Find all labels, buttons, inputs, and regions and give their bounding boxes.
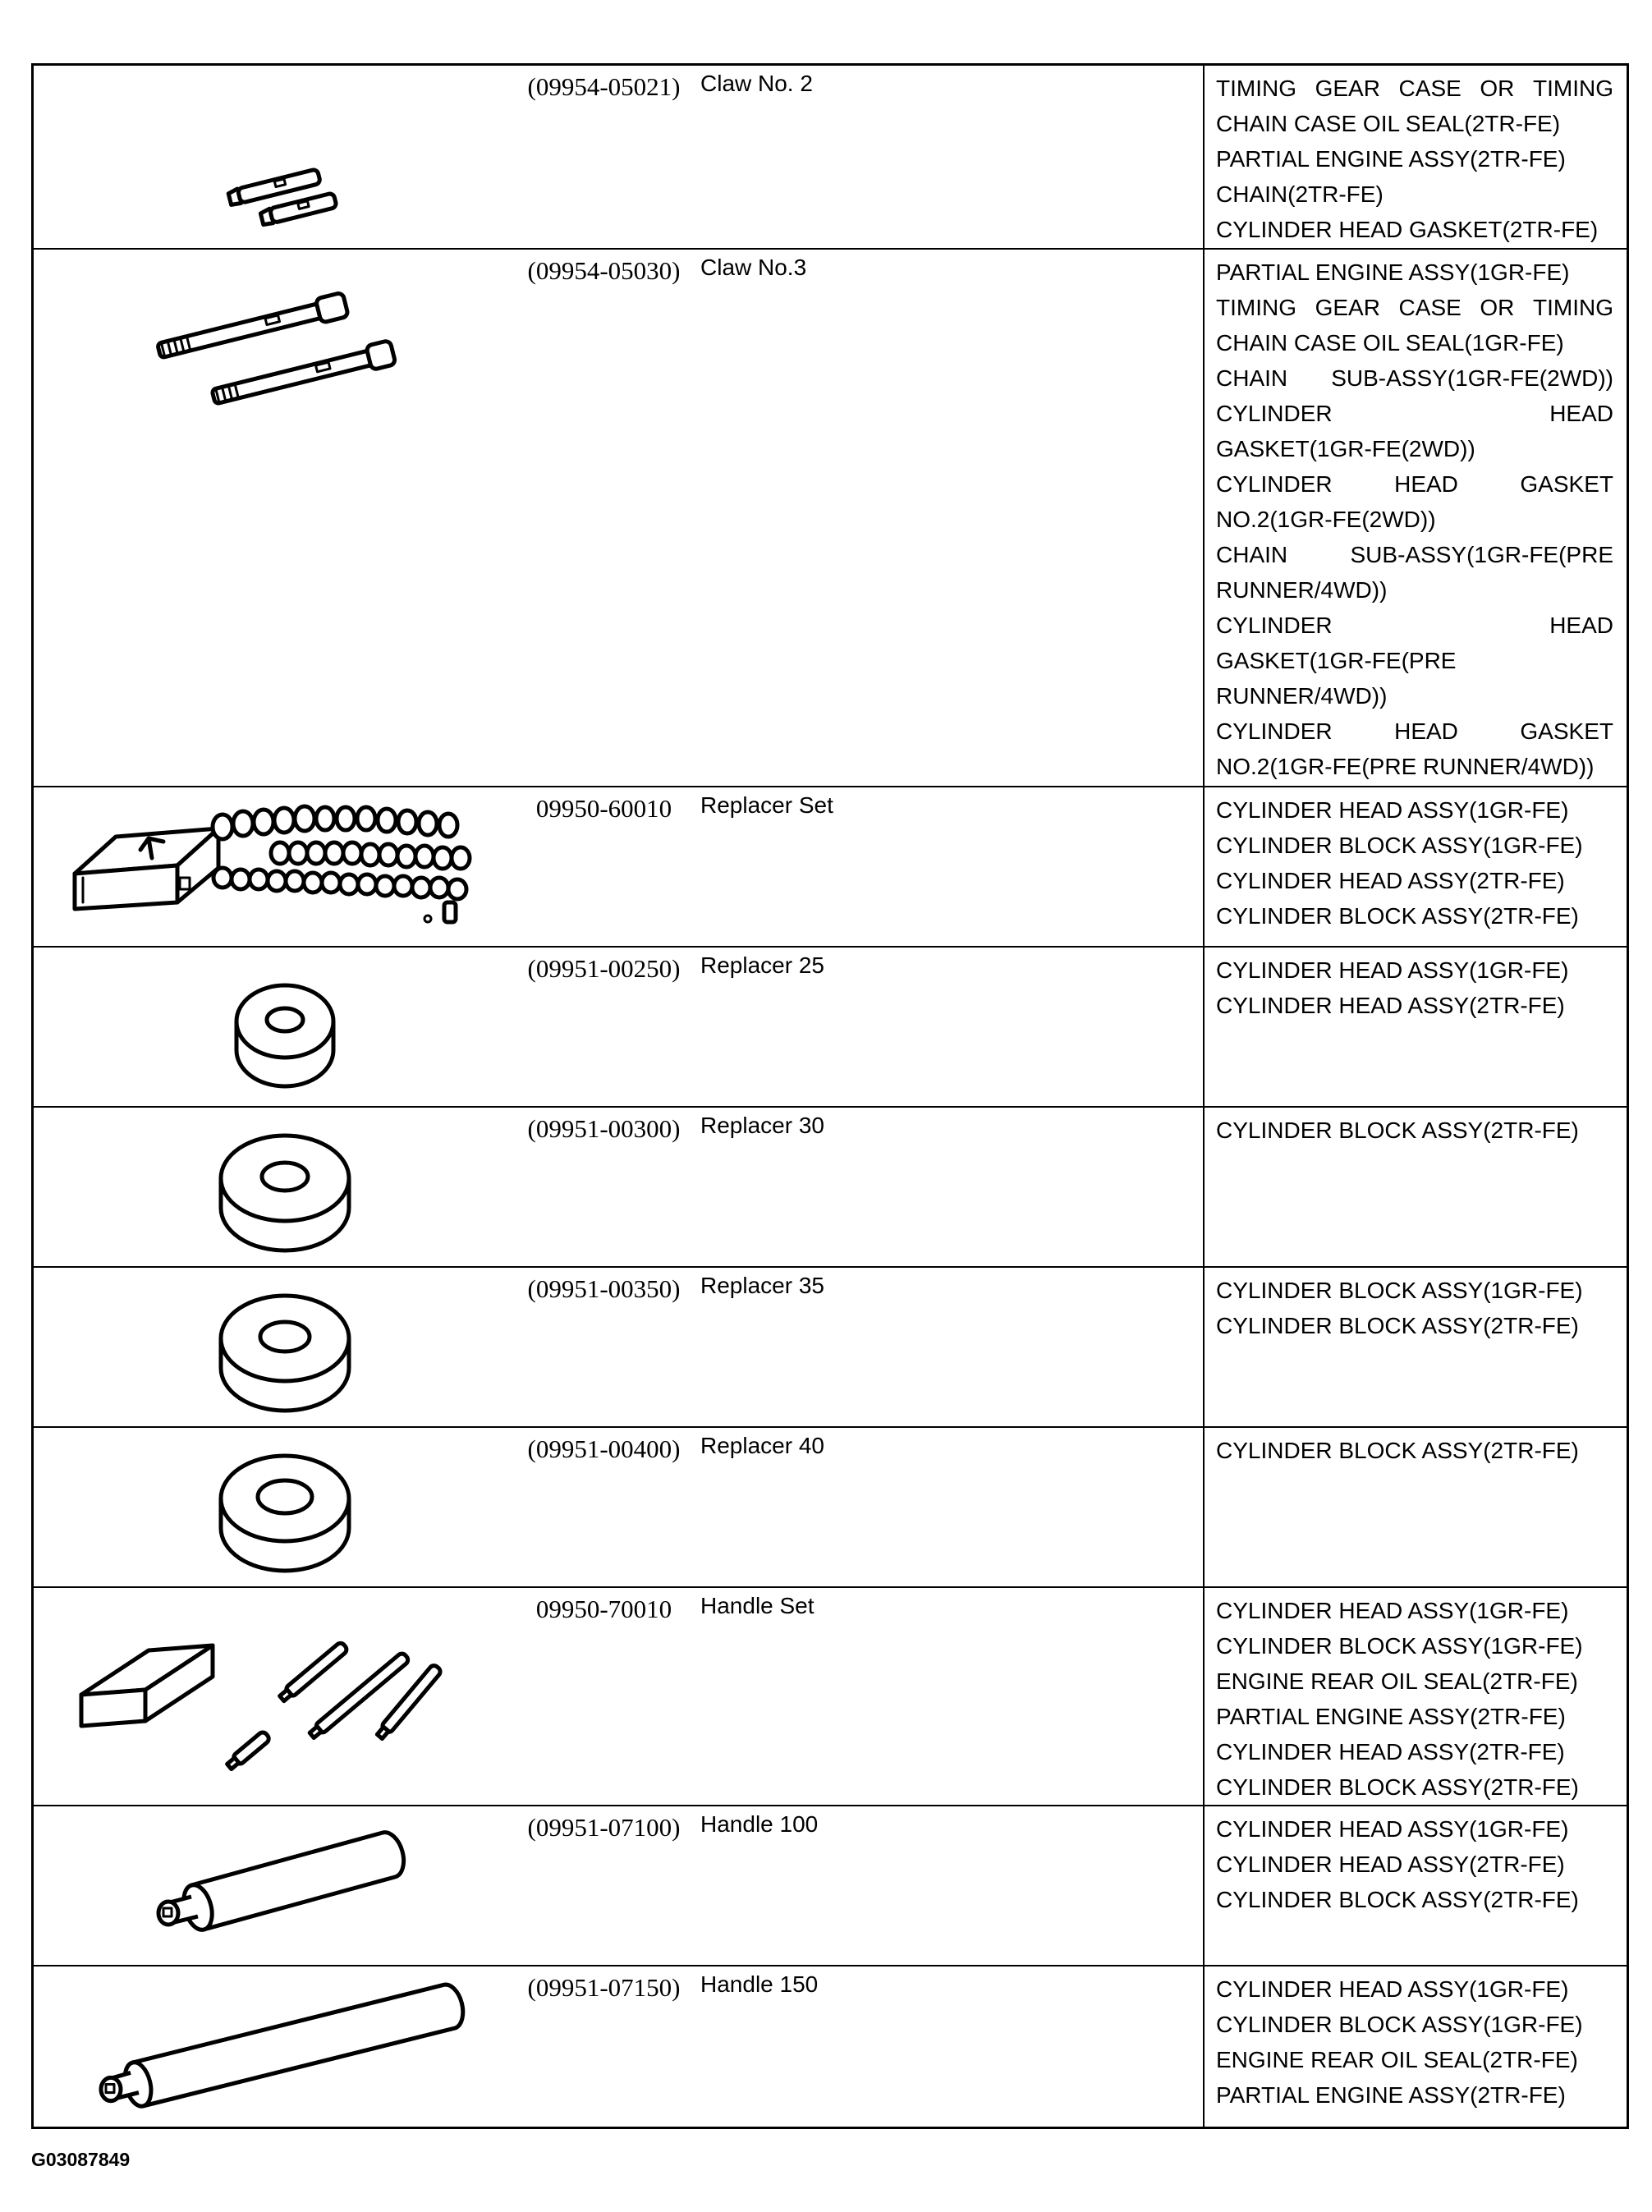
use-line: NO.2(1GR-FE(PRE RUNNER/4WD)) — [1216, 754, 1595, 779]
figure-id: G03087849 — [31, 2149, 131, 2170]
part-number: (09951-00250) — [527, 954, 681, 983]
table-row — [34, 1428, 1627, 1588]
use-line: CYLINDER HEAD ASSY(2TR-FE) — [1216, 868, 1565, 893]
use-line: PARTIAL ENGINE ASSY(2TR-FE) — [1216, 1704, 1566, 1729]
handle-100-illustration — [34, 1806, 498, 1965]
use-line: CHAIN SUB-ASSY(1GR-FE(2WD)) — [1216, 365, 1613, 391]
tool-name: Replacer 35 — [700, 1273, 824, 1298]
part-number: (09951-00350) — [527, 1274, 681, 1303]
applicable-uses — [1203, 250, 1627, 786]
use-line: CYLINDER HEAD ASSY(1GR-FE) — [1216, 1816, 1569, 1842]
use-line: CYLINDER HEAD ASSY(2TR-FE) — [1216, 993, 1565, 1018]
replacer-40-illustration — [34, 1428, 498, 1586]
use-line: RUNNER/4WD)) — [1216, 683, 1388, 709]
part-number: (09951-07150) — [527, 1973, 681, 2002]
use-line: RUNNER/4WD)) — [1216, 577, 1388, 603]
use-line: TIMING GEAR CASE OR TIMING — [1216, 295, 1613, 320]
use-line: GASKET(1GR-FE(PRE — [1216, 648, 1457, 673]
part-number: (09951-00300) — [527, 1114, 681, 1143]
use-line: CYLINDER HEAD ASSY(1GR-FE) — [1216, 1598, 1569, 1623]
use-line: CHAIN SUB-ASSY(1GR-FE(PRE — [1216, 542, 1613, 567]
table-row — [34, 250, 1627, 787]
applicable-uses — [1203, 1268, 1627, 1426]
replacer-30-illustration — [34, 1108, 498, 1266]
applicable-uses — [1203, 1428, 1627, 1586]
part-number: (09954-05021) — [527, 72, 681, 101]
part-number: (09951-07100) — [527, 1813, 681, 1842]
special-tool-table — [31, 63, 1629, 2129]
use-line: CYLINDER HEAD — [1216, 401, 1613, 426]
table-row — [34, 66, 1627, 250]
use-line: ENGINE REAR OIL SEAL(2TR-FE) — [1216, 2047, 1578, 2072]
tool-name: Claw No.3 — [700, 255, 807, 280]
table-row — [34, 1588, 1627, 1806]
use-line: CYLINDER BLOCK ASSY(2TR-FE) — [1216, 1117, 1579, 1143]
applicable-uses — [1203, 1108, 1627, 1266]
use-line: CYLINDER HEAD GASKET(2TR-FE) — [1216, 217, 1599, 242]
tool-name: Handle 100 — [700, 1811, 819, 1837]
use-line: CYLINDER BLOCK ASSY(2TR-FE) — [1216, 903, 1579, 929]
use-line: CYLINDER HEAD ASSY(1GR-FE) — [1216, 797, 1569, 823]
use-line: TIMING GEAR CASE OR TIMING — [1216, 76, 1613, 101]
table-row — [34, 787, 1627, 948]
replacer-35-illustration — [34, 1268, 498, 1426]
table-row — [34, 1108, 1627, 1268]
use-line: PARTIAL ENGINE ASSY(1GR-FE) — [1216, 259, 1570, 285]
use-line: CYLINDER BLOCK ASSY(1GR-FE) — [1216, 1633, 1583, 1659]
tool-name: Handle Set — [700, 1593, 815, 1618]
applicable-uses — [1203, 1966, 1627, 2127]
use-line: PARTIAL ENGINE ASSY(2TR-FE) — [1216, 2082, 1566, 2108]
use-line: CHAIN CASE OIL SEAL(2TR-FE) — [1216, 111, 1561, 136]
table-row — [34, 1268, 1627, 1428]
part-number: (09954-05030) — [527, 256, 681, 285]
table-row — [34, 1966, 1627, 2127]
part-number: 09950-60010 — [535, 794, 672, 823]
applicable-uses — [1203, 1588, 1627, 1805]
use-line: CYLINDER BLOCK ASSY(2TR-FE) — [1216, 1313, 1579, 1338]
replacer-25-illustration — [34, 948, 498, 1106]
use-line: CHAIN CASE OIL SEAL(1GR-FE) — [1216, 330, 1564, 356]
use-line: CYLINDER HEAD — [1216, 613, 1613, 638]
use-line: CYLINDER HEAD GASKET — [1216, 471, 1613, 497]
use-line: CYLINDER BLOCK ASSY(2TR-FE) — [1216, 1774, 1579, 1800]
handle-set-illustration — [34, 1588, 498, 1805]
use-line: CYLINDER BLOCK ASSY(1GR-FE) — [1216, 1278, 1583, 1303]
handle-150-illustration — [34, 1966, 498, 2127]
table-row — [34, 1806, 1627, 1966]
claw-no2-illustration — [34, 66, 498, 248]
tool-name: Replacer 30 — [700, 1113, 824, 1138]
use-line: CYLINDER BLOCK ASSY(2TR-FE) — [1216, 1887, 1579, 1912]
applicable-uses — [1203, 66, 1627, 248]
use-line: PARTIAL ENGINE ASSY(2TR-FE) — [1216, 146, 1566, 172]
use-line: CYLINDER HEAD GASKET — [1216, 718, 1613, 744]
tool-name: Claw No. 2 — [700, 71, 813, 96]
applicable-uses — [1203, 948, 1627, 1106]
use-line: CYLINDER HEAD ASSY(2TR-FE) — [1216, 1739, 1565, 1765]
applicable-uses — [1203, 787, 1627, 946]
replacer-set-illustration — [34, 787, 498, 946]
use-line: ENGINE REAR OIL SEAL(2TR-FE) — [1216, 1668, 1578, 1694]
use-line: NO.2(1GR-FE(2WD)) — [1216, 507, 1436, 532]
part-number: 09950-70010 — [535, 1595, 672, 1623]
use-line: CYLINDER BLOCK ASSY(1GR-FE) — [1216, 2012, 1583, 2037]
use-line: CYLINDER BLOCK ASSY(2TR-FE) — [1216, 1438, 1579, 1463]
claw-no3-illustration — [34, 250, 498, 786]
tool-name: Replacer 40 — [700, 1433, 824, 1458]
use-line: CYLINDER HEAD ASSY(1GR-FE) — [1216, 1976, 1569, 2002]
tool-name: Handle 150 — [700, 1971, 819, 1997]
tool-name: Replacer 25 — [700, 952, 824, 978]
use-line: CHAIN(2TR-FE) — [1216, 181, 1384, 207]
applicable-uses — [1203, 1806, 1627, 1965]
tool-name: Replacer Set — [700, 792, 833, 818]
use-line: GASKET(1GR-FE(2WD)) — [1216, 436, 1475, 461]
part-number: (09951-00400) — [527, 1434, 681, 1463]
use-line: CYLINDER HEAD ASSY(2TR-FE) — [1216, 1852, 1565, 1877]
use-line: CYLINDER HEAD ASSY(1GR-FE) — [1216, 957, 1569, 983]
table-row — [34, 948, 1627, 1108]
use-line: CYLINDER BLOCK ASSY(1GR-FE) — [1216, 833, 1583, 858]
